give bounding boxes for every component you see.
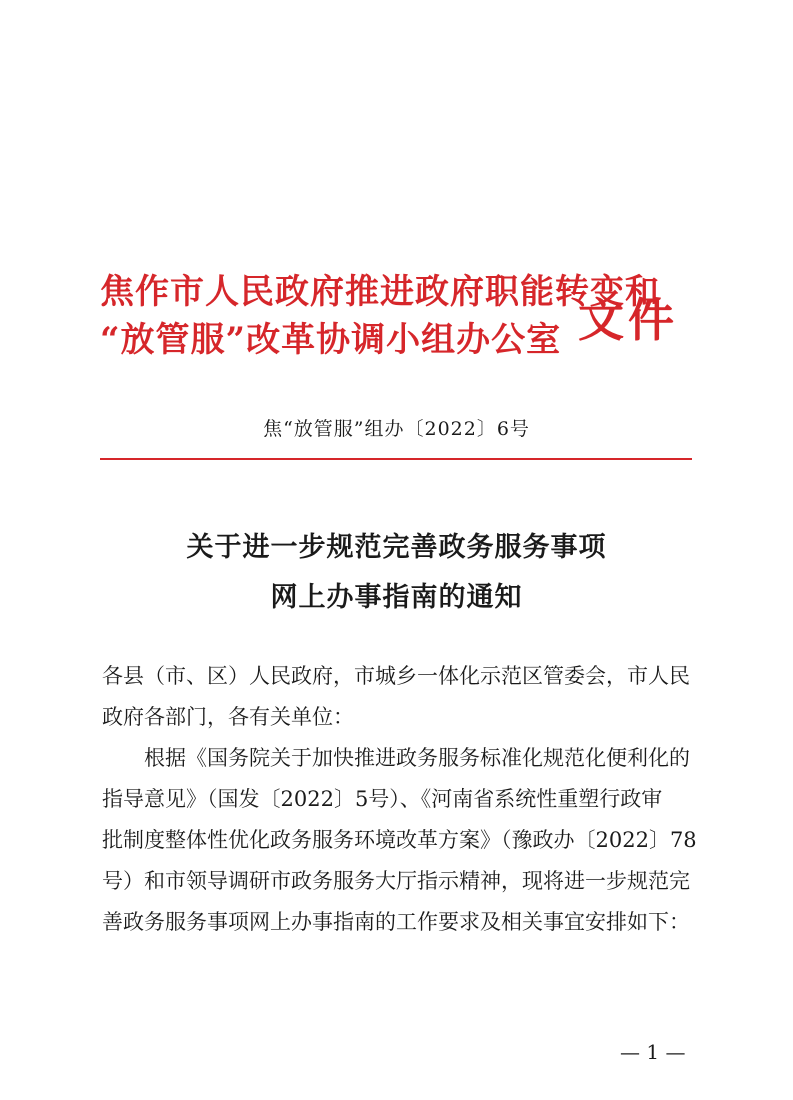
paragraph-line-4: 号）和市领导调研市政务服务大厅指示精神，现将进一步规范完 xyxy=(102,869,690,893)
document-title xyxy=(0,523,793,623)
document-type-label: 文件 xyxy=(578,293,678,347)
recipients-line-1: 各县（市、区）人民政府，市城乡一体化示范区管委会，市人民 xyxy=(102,664,690,688)
paragraph-line-2: 指导意见》（国发〔2022〕5号）、《河南省系统性重塑行政审 xyxy=(102,787,663,811)
paragraph-line-3: 批制度整体性优化政务服务环境改革方案》（豫政办〔2022〕78 xyxy=(102,828,697,852)
document-number: 焦“放管服”组办〔2022〕6号 xyxy=(263,418,530,440)
title-line-2: 网上办事指南的通知 xyxy=(270,582,523,613)
document-body xyxy=(102,656,697,943)
organization-line-2: “放管服”改革协调小组办公室 xyxy=(100,320,562,360)
organization-line-1: 焦作市人民政府推进政府职能转变和 xyxy=(100,272,660,312)
paragraph-line-1: 根据《国务院关于加快推进政务服务标准化规范化便利化的 xyxy=(144,746,690,770)
recipients-line-2: 政府各部门，各有关单位： xyxy=(102,705,354,729)
title-line-1: 关于进一步规范完善政务服务事项 xyxy=(186,532,607,563)
paragraph-line-5: 善政务服务事项网上办事指南的工作要求及相关事宜安排如下： xyxy=(102,910,690,934)
red-divider-line xyxy=(100,458,692,460)
page-number: — 1 — xyxy=(620,1040,686,1064)
